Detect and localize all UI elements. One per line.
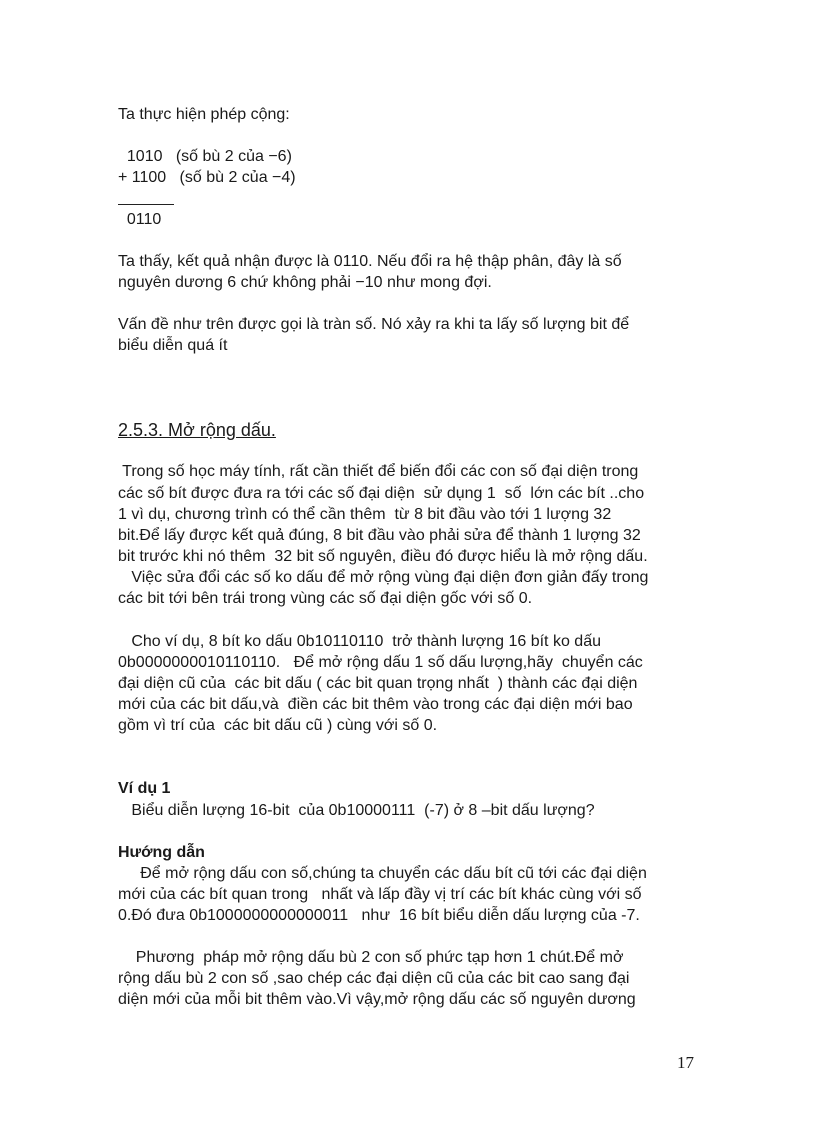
paragraph-1-line: bit trước khi nó thêm 32 bit số nguyên, điều đó được hiểu là mở rộng dấu. (118, 548, 648, 565)
section-heading: 2.5.3. Mở rộng dấu. (118, 420, 276, 440)
overflow-line-1: Vấn đề như trên được gọi là tràn số. Nó xảy ra khi ta lấy số lượng bit để (118, 316, 630, 333)
paragraph-2-line: gồm vì trí của các bit dấu cũ ) cùng với số 0. (118, 717, 438, 734)
paragraph-1-line: Việc sửa đổi các số ko dấu để mở rộng vùng đại diện đơn giản đấy trong (118, 569, 649, 586)
paragraph-3-line: diện mới của mỗi bit thêm vào.Vì vậy,mở rộng dấu các số nguyên dương (118, 991, 636, 1008)
paragraph-1-line: bit.Để lấy được kết quả đúng, 8 bit đầu vào phải sửa để thành 1 lượng 32 (118, 527, 641, 544)
paragraph-2-line: mới của các bit dấu,và điền các bit thêm vào trong các đại diện mới bao (118, 696, 633, 713)
example-question: Biểu diễn lượng 16-bit của 0b10000111 (-7) ở 8 –bit dấu lượng? (118, 802, 595, 819)
paragraph-3-line: Phương pháp mở rộng dấu bù 2 con số phức tạp hơn 1 chút.Để mở (118, 949, 624, 966)
observation-line-1: Ta thấy, kết quả nhận được là 0110. Nếu đổi ra hệ thập phân, đây là số (118, 253, 622, 270)
paragraph-2-line: Cho ví dụ, 8 bít ko dấu 0b10110110 trở thành lượng 16 bít ko dấu (118, 633, 601, 650)
example-title: Ví dụ 1 (118, 780, 171, 797)
guide-line: mới của các bít quan trong nhất và lấp đầy vị trí các bít khác cùng với số (118, 886, 642, 903)
paragraph-3-line: rộng dấu bù 2 con số ,sao chép các đại diện cũ của các bit cao sang đại (118, 970, 630, 987)
addend-2: + 1100 (số bù 2 của −4) (118, 169, 296, 186)
guide-line: 0.Đó đưa 0b1000000000000011 như 16 bít biểu diễn dấu lượng của -7. (118, 907, 640, 924)
sum-result: 0110 (118, 211, 162, 228)
page-number: 17 (677, 1053, 694, 1072)
paragraph-2-line: đại diện cũ của các bit dấu ( các bit quan trọng nhất ) thành các đại diện (118, 675, 638, 692)
paragraph-1-line: các bit tới bên trái trong vùng các số đại diện gốc với số 0. (118, 590, 533, 607)
sum-rule (118, 204, 174, 205)
paragraph-1-line: Trong số học máy tính, rất cần thiết để biến đổi các con số đại diện trong (118, 463, 639, 480)
addend-1: 1010 (số bù 2 của −6) (118, 148, 292, 165)
guide-title: Hướng dẫn (118, 844, 205, 861)
paragraph-1-line: các số bít được đưa ra tới các số đại diện sử dụng 1 số lớn các bít ..cho (118, 485, 645, 502)
paragraph-2-line: 0b0000000010110110. Để mở rộng dấu 1 số dấu lượng,hãy chuyển các (118, 654, 643, 671)
paragraph-1-line: 1 vì dụ, chương trình có thể cần thêm từ 8 bit đầu vào tới 1 lượng 32 (118, 506, 612, 523)
observation-line-2: nguyên dương 6 chứ không phải −10 như mong đợi. (118, 274, 492, 291)
guide-line: Để mở rộng dấu con số,chúng ta chuyển các dấu bít cũ tới các đại diện (118, 865, 647, 882)
overflow-line-2: biểu diễn quá ít (118, 337, 228, 354)
addition-intro: Ta thực hiện phép cộng: (118, 106, 290, 123)
